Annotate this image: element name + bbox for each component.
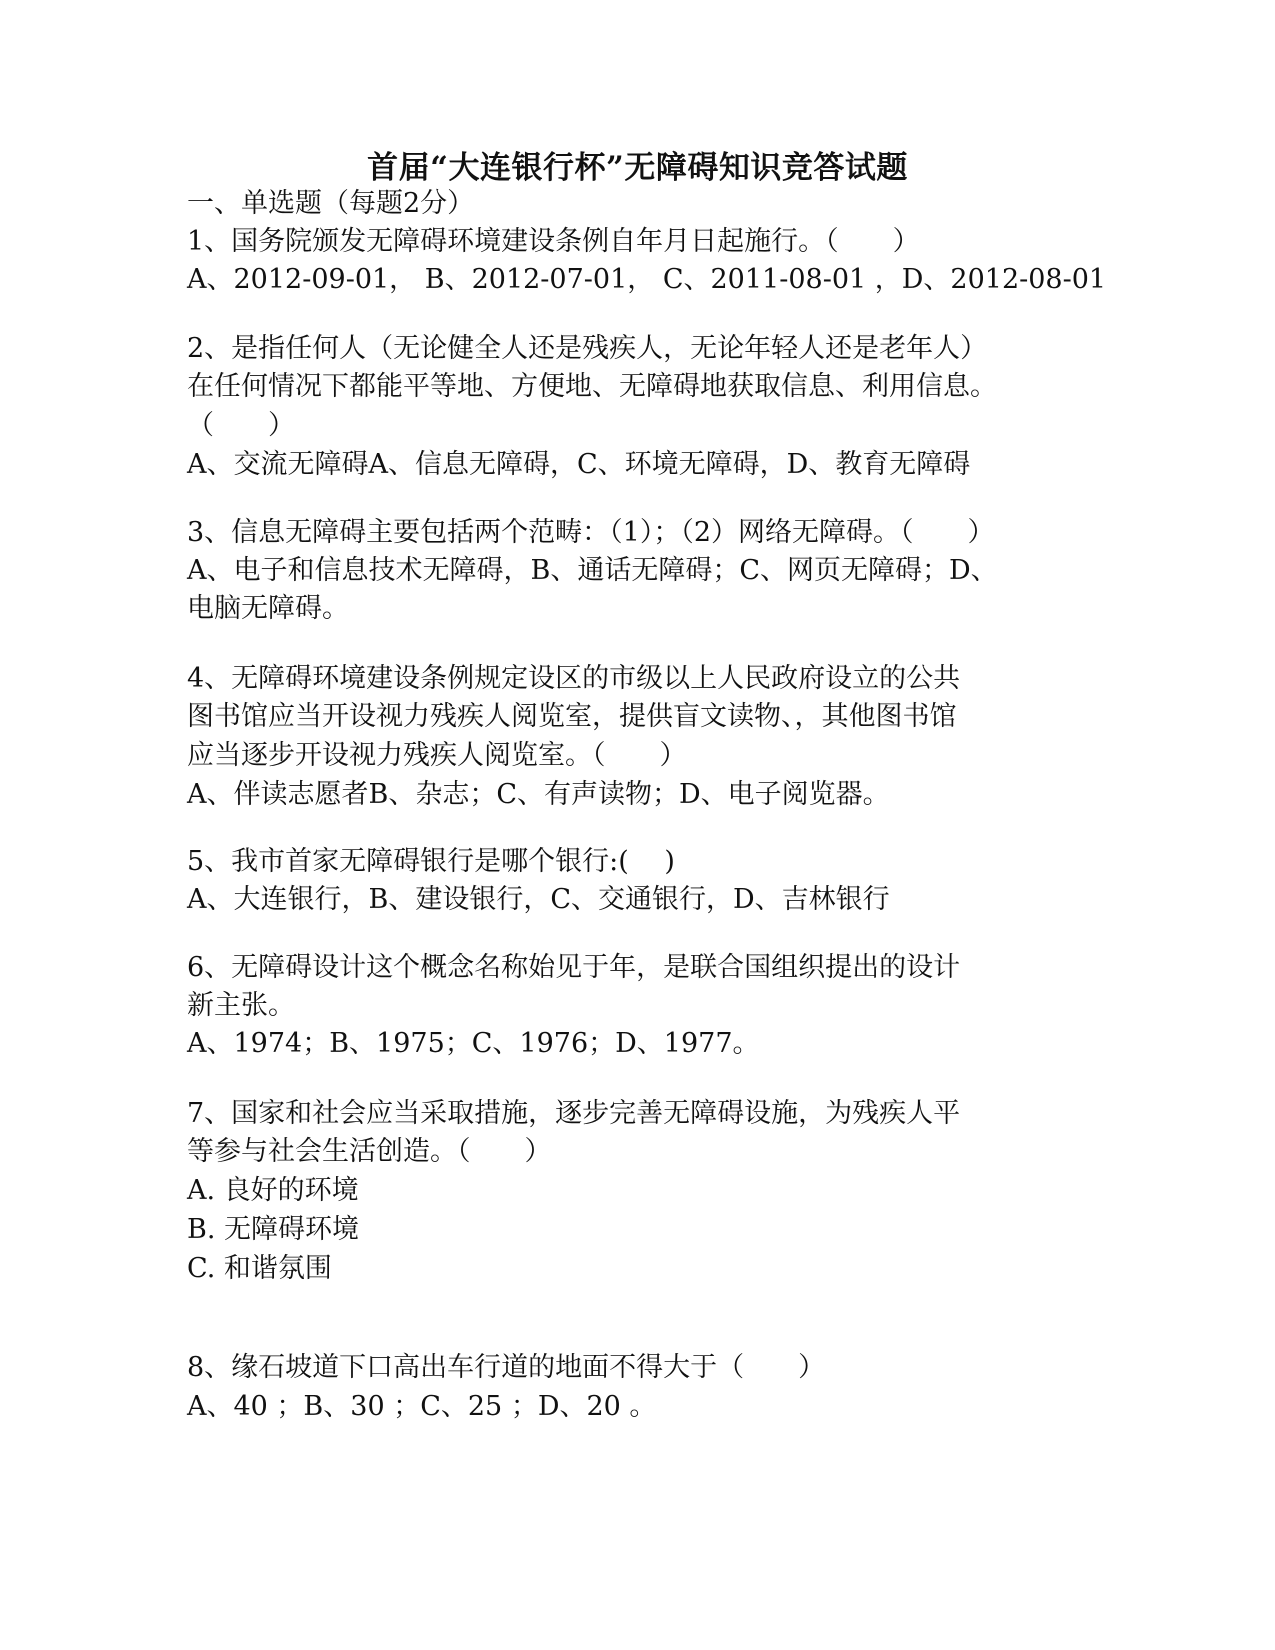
question-5-text: 5、我市首家无障碍银行是哪个银行:( ) bbox=[187, 846, 675, 877]
question-2-text-line-2: 在任何情况下都能平等地、方便地、无障碍地获取信息、利用信息。 bbox=[187, 371, 997, 402]
question-7-option-b: B. 无障碍环境 bbox=[187, 1214, 360, 1245]
question-6-options: A、1974；B、1975；C、1976；D、1977。 bbox=[187, 1028, 760, 1059]
question-7-option-a: A. 良好的环境 bbox=[187, 1175, 359, 1206]
question-3-text: 3、信息无障碍主要包括两个范畴：（1）；（2）网络无障碍。（ ） bbox=[187, 517, 995, 548]
question-4-text-line-2: 图书馆应当开设视力残疾人阅览室，提供盲文读物、，其他图书馆 bbox=[187, 701, 957, 732]
question-3-options-line-1: A、电子和信息技术无障碍，B、通话无障碍；C、网页无障碍；D、 bbox=[187, 555, 998, 586]
question-7-text-line-1: 7、国家和社会应当采取措施，逐步完善无障碍设施，为残疾人平 bbox=[187, 1098, 961, 1129]
question-3-options-line-2: 电脑无障碍。 bbox=[187, 593, 349, 624]
document-title: 首届“大连银行杯”无障碍知识竞答试题 bbox=[367, 150, 908, 186]
question-4-text-line-1: 4、无障碍环境建设条例规定设区的市级以上人民政府设立的公共 bbox=[187, 663, 961, 694]
question-4-text-line-3: 应当逐步开设视力残疾人阅览室。（ ） bbox=[187, 740, 687, 771]
question-1-text: 1、国务院颁发无障碍环境建设条例自年月日起施行。（ ） bbox=[187, 226, 920, 257]
question-8-text: 8、缘石坡道下口高出车行道的地面不得大于（ ） bbox=[187, 1352, 826, 1383]
question-2-text-line-3: （ ） bbox=[187, 410, 295, 441]
question-2-options: A、交流无障碍A、信息无障碍，C、环境无障碍，D、教育无障碍 bbox=[187, 449, 971, 480]
question-7-option-c: C. 和谐氛围 bbox=[187, 1253, 332, 1284]
question-8-options: A、40 ；B、30 ；C、25 ；D、20 。 bbox=[187, 1391, 657, 1422]
question-6-text-line-1: 6、无障碍设计这个概念名称始见于年，是联合国组织提出的设计 bbox=[187, 952, 961, 983]
question-2-text-line-1: 2、是指任何人（无论健全人还是残疾人，无论年轻人还是老年人） bbox=[187, 333, 988, 364]
question-6-text-line-2: 新主张。 bbox=[187, 990, 295, 1021]
question-4-options: A、伴读志愿者B、杂志；C、有声读物；D、电子阅览器。 bbox=[187, 779, 890, 810]
question-1-options: A、2012-09-01， B、2012-07-01， C、2011-08-01 ，D、2012-08-01 bbox=[187, 264, 1107, 295]
question-5-options: A、大连银行，B、建设银行，C、交通银行，D、吉林银行 bbox=[187, 884, 890, 915]
question-7-text-line-2: 等参与社会生活创造。（ ） bbox=[187, 1136, 552, 1167]
section-heading: 一、单选题（每题2分） bbox=[187, 188, 475, 219]
